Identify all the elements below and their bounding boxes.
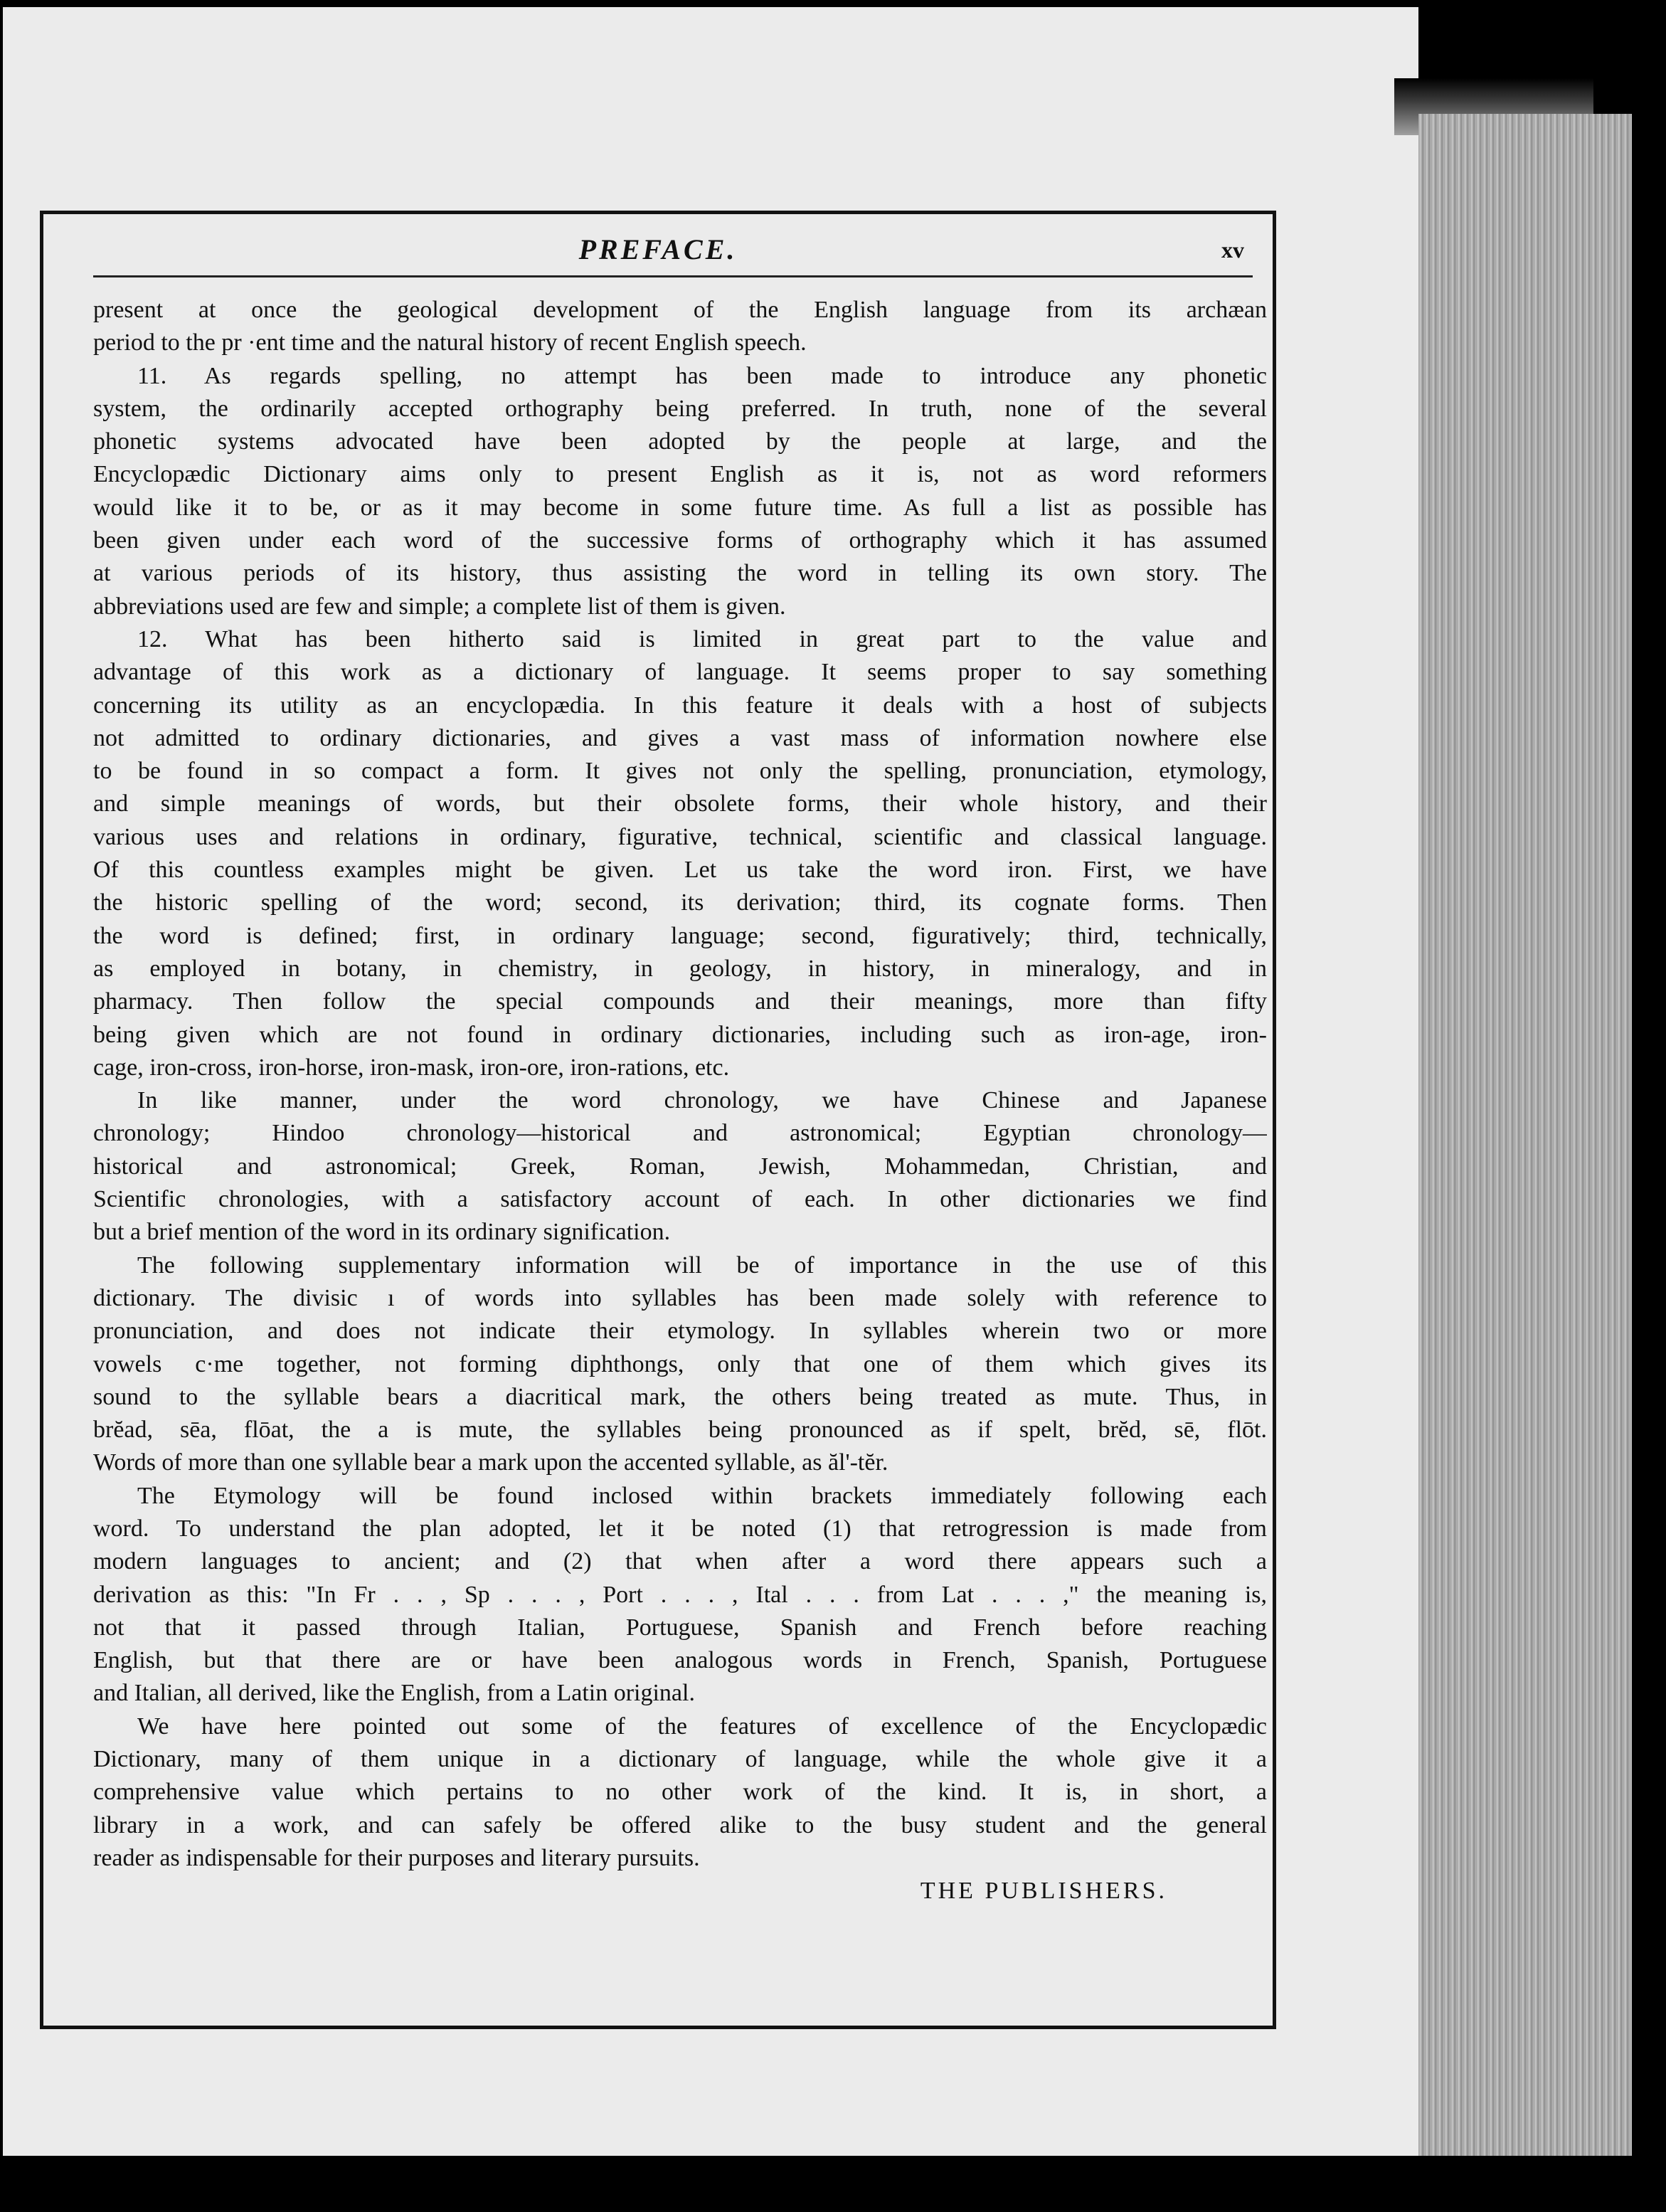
- text-line: Dictionary, many of them unique in a dictionary of language, while the whole give it a: [93, 1746, 1267, 1773]
- text-line: the historic spelling of the word; second, its derivation; third, its cognate forms. Then: [93, 889, 1267, 916]
- text-line: historical and astronomical; Greek, Roman, Jewish, Mohammedan, Christian, and: [93, 1153, 1267, 1180]
- text-line: derivation as this: "In Fr . . , Sp . . . , Port . . . , Ital . . . from Lat . . . ," the meaning is,: [93, 1581, 1267, 1608]
- text-line: Of this countless examples might be given. Let us take the word iron. First, we have: [93, 857, 1267, 884]
- text-line: Encyclopædic Dictionary aims only to present English as it is, not as word reformers: [93, 461, 1267, 488]
- text-line: word. To understand the plan adopted, let it be noted (1) that retrogression is made from: [93, 1515, 1267, 1542]
- text-line: chronology; Hindoo chronology—historical and astronomical; Egyptian chronology—: [93, 1120, 1267, 1147]
- text-line: concerning its utility as an encyclopædia. In this feature it deals with a host of subjects: [93, 692, 1267, 719]
- signature: THE PUBLISHERS.: [920, 1878, 1167, 1905]
- text-line: dictionary. The divisic ı of words into syllables has been made solely with reference to: [93, 1284, 1267, 1311]
- text-line: would like it to be, or as it may become in some future time. As full a list as possible has: [93, 494, 1267, 521]
- text-line: to be found in so compact a form. It gives not only the spelling, pronunciation, etymology,: [93, 758, 1267, 785]
- text-line: comprehensive value which pertains to no other work of the kind. It is, in short, a: [93, 1779, 1267, 1806]
- text-line: library in a work, and can safely be offered alike to the busy student and the general: [93, 1811, 1267, 1838]
- text-line: being given which are not found in ordinary dictionaries, including such as iron-age, iron-: [93, 1021, 1267, 1048]
- book-page-edges: [1418, 114, 1632, 2156]
- text-line: advantage of this work as a dictionary of language. It seems proper to say something: [93, 659, 1267, 686]
- text-line: various uses and relations in ordinary, figurative, technical, scientific and classical language.: [93, 823, 1267, 850]
- text-line: reader as indispensable for their purposes and literary pursuits.: [93, 1844, 700, 1871]
- paragraph-12-start: 12. What has been hitherto said is limited in great part to the value and: [137, 625, 1267, 652]
- page-number: xv: [1221, 237, 1244, 263]
- paragraph-etymology-start: The Etymology will be found inclosed within brackets immediately following each: [137, 1482, 1267, 1509]
- text-line: cage, iron-cross, iron-horse, iron-mask, iron-ore, iron-rations, etc.: [93, 1054, 730, 1081]
- text-line: at various periods of its history, thus assisting the word in telling its own story. The: [93, 560, 1267, 587]
- text-line: and Italian, all derived, like the English, from a Latin original.: [93, 1680, 695, 1707]
- text-line: and simple meanings of words, but their obsolete forms, their whole history, and their: [93, 790, 1267, 817]
- paragraph-supplementary-start: The following supplementary information will be of importance in the use of this: [137, 1251, 1267, 1279]
- text-line: Words of more than one syllable bear a mark upon the accented syllable, as ăl'-tĕr.: [93, 1449, 888, 1476]
- text-line: brĕad, sēa, flōat, the a is mute, the syllables being pronounced as if spelt, brĕd, sē, flōt.: [93, 1417, 1267, 1444]
- text-line: English, but that there are or have been analogous words in French, Spanish, Portuguese: [93, 1647, 1267, 1674]
- paragraph-closing-start: We have here pointed out some of the features of excellence of the Encyclopædic: [137, 1713, 1267, 1740]
- paragraph-chronology-start: In like manner, under the word chronology, we have Chinese and Japanese: [137, 1087, 1267, 1114]
- text-line: been given under each word of the successive forms of orthography which it has assumed: [93, 527, 1267, 554]
- page-frame: [40, 211, 1276, 2029]
- text-line: vowels c·me together, not forming diphthongs, only that one of them which gives its: [93, 1350, 1267, 1377]
- text-line: the word is defined; first, in ordinary language; second, figuratively; third, technically,: [93, 922, 1267, 949]
- text-line: Scientific chronologies, with a satisfactory account of each. In other dictionaries we find: [93, 1186, 1267, 1213]
- paragraph-11-start: 11. As regards spelling, no attempt has been made to introduce any phonetic: [137, 362, 1267, 389]
- text-line: as employed in botany, in chemistry, in geology, in history, in mineralogy, and in: [93, 955, 1267, 982]
- running-header-title: PREFACE.: [578, 233, 738, 265]
- text-line: not that it passed through Italian, Portuguese, Spanish and French before reaching: [93, 1614, 1267, 1641]
- text-line: system, the ordinarily accepted orthography being preferred. In truth, none of the several: [93, 395, 1267, 422]
- text-line: modern languages to ancient; and (2) that when after a word there appears such a: [93, 1548, 1267, 1575]
- text-line: present at once the geological development of the English language from its archæan: [93, 297, 1267, 323]
- text-line: phonetic systems advocated have been adopted by the people at large, and the: [93, 428, 1267, 455]
- text-line: abbreviations used are few and simple; a complete list of them is given.: [93, 593, 786, 620]
- text-line: period to the pr ·ent time and the natural history of recent English speech.: [93, 329, 807, 356]
- text-line: not admitted to ordinary dictionaries, and gives a vast mass of information nowhere else: [93, 724, 1267, 751]
- text-line: pharmacy. Then follow the special compounds and their meanings, more than fifty: [93, 988, 1267, 1015]
- text-line: pronunciation, and does not indicate their etymology. In syllables wherein two or more: [93, 1318, 1267, 1345]
- preface-body: [93, 294, 1267, 1908]
- header-rule: [93, 275, 1253, 277]
- text-line: sound to the syllable bears a diacritical mark, the others being treated as mute. Thus, in: [93, 1383, 1267, 1410]
- text-line: but a brief mention of the word in its ordinary signification.: [93, 1219, 671, 1246]
